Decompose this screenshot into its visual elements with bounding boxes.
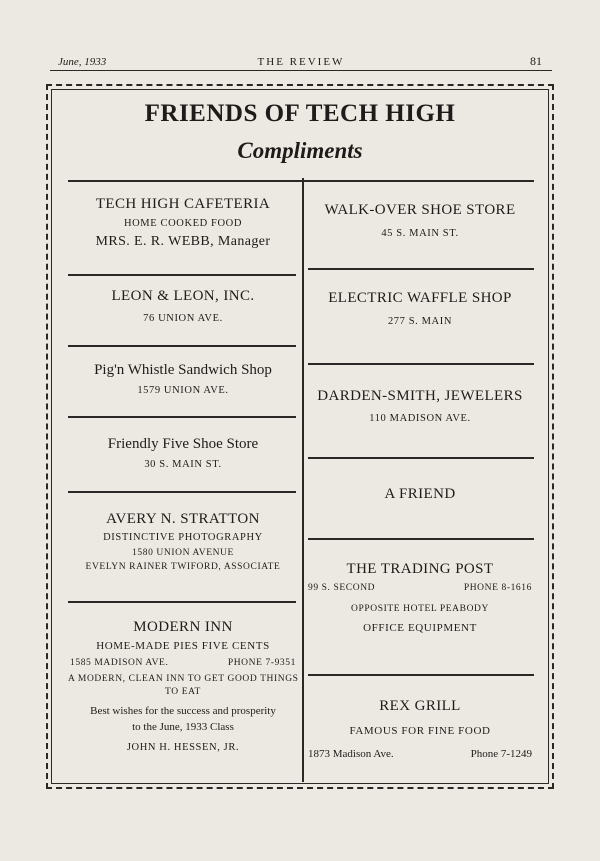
publication-name: THE REVIEW xyxy=(257,56,345,68)
ad-line: HOME COOKED FOOD xyxy=(123,218,243,229)
ad-avery-stratton xyxy=(68,511,298,572)
address-phone-row xyxy=(306,583,534,593)
header-rule xyxy=(50,70,552,71)
associate-name: EVELYN RAINER TWIFORD, ASSOCIATE xyxy=(85,562,281,572)
phone-number: PHONE 7-9351 xyxy=(227,658,296,668)
manager-name: MRS. E. R. WEBB, Manager xyxy=(95,234,271,249)
business-address: 110 MADISON AVE. xyxy=(369,413,471,424)
right-rule xyxy=(308,268,534,270)
ad-modern-inn xyxy=(68,619,298,753)
left-rule-top xyxy=(68,180,302,182)
page-number: 81 xyxy=(530,54,542,68)
right-rule xyxy=(308,363,534,365)
business-address: 1585 MADISON AVE. xyxy=(70,658,169,668)
business-name: AVERY N. STRATTON xyxy=(106,511,260,527)
right-rule-top xyxy=(304,180,534,182)
issue-date: June, 1933 xyxy=(58,56,107,68)
business-address: 30 S. MAIN ST. xyxy=(144,459,222,470)
business-address: 45 S. MAIN ST. xyxy=(381,228,459,239)
business-address: 277 S. MAIN xyxy=(387,316,453,327)
address-phone-row xyxy=(68,658,298,668)
business-address: 99 S. SECOND xyxy=(308,583,376,593)
left-rule xyxy=(68,345,296,347)
business-address: 1873 Madison Ave. xyxy=(308,748,394,760)
left-rule xyxy=(68,601,296,603)
right-rule xyxy=(308,674,534,676)
left-rule xyxy=(68,491,296,493)
ad-electric-waffle-shop xyxy=(306,290,534,327)
business-name: DARDEN-SMITH, JEWELERS xyxy=(317,388,523,404)
business-name: REX GRILL xyxy=(379,698,461,714)
ad-line: OFFICE EQUIPMENT xyxy=(363,622,477,634)
business-name: TECH HIGH CAFETERIA xyxy=(95,196,271,212)
ad-leon-and-leon xyxy=(68,288,298,324)
ad-walk-over-shoe-store xyxy=(306,202,534,239)
business-name: THE TRADING POST xyxy=(346,561,494,577)
business-name: LEON & LEON, INC. xyxy=(111,288,255,304)
left-rule xyxy=(68,416,296,418)
right-rule xyxy=(308,457,534,459)
ad-a-friend xyxy=(306,486,534,503)
ad-friendly-five xyxy=(68,436,298,470)
left-rule xyxy=(68,274,296,276)
ad-line: OPPOSITE HOTEL PEABODY xyxy=(351,604,489,614)
business-name: Pig'n Whistle Sandwich Shop xyxy=(94,362,272,378)
slogan-line: TO EAT xyxy=(165,687,201,697)
signature-name: JOHN H. HESSEN, JR. xyxy=(126,742,240,753)
column-divider xyxy=(302,178,304,782)
tagline: HOME-MADE PIES FIVE CENTS xyxy=(96,640,270,652)
phone-number: PHONE 8-1616 xyxy=(463,583,532,593)
business-address: 1579 UNION AVE. xyxy=(137,385,229,396)
right-rule xyxy=(308,538,534,540)
business-name: WALK-OVER SHOE STORE xyxy=(324,202,516,218)
ad-trading-post xyxy=(306,561,534,634)
slogan-line: A MODERN, CLEAN INN TO GET GOOD THINGS xyxy=(68,674,299,684)
business-name: A FRIEND xyxy=(384,486,456,502)
page-subtitle: Compliments xyxy=(237,138,363,163)
advertisement-frame xyxy=(46,84,554,789)
wish-line: Best wishes for the success and prosperity xyxy=(90,705,276,717)
business-name: ELECTRIC WAFFLE SHOP xyxy=(328,290,512,306)
phone-number: Phone 7-1249 xyxy=(470,748,532,760)
wish-line: to the June, 1933 Class xyxy=(132,721,234,733)
business-address: 1580 UNION AVENUE xyxy=(132,548,234,558)
address-phone-row xyxy=(306,748,534,760)
ad-line: DISTINCTIVE PHOTOGRAPHY xyxy=(103,532,263,543)
page-title: FRIENDS OF TECH HIGH xyxy=(144,100,456,127)
ad-darden-smith-jewelers xyxy=(306,388,534,424)
business-name: MODERN INN xyxy=(133,619,233,635)
tagline: FAMOUS FOR FINE FOOD xyxy=(349,725,491,737)
ad-pig-n-whistle xyxy=(68,362,298,396)
ad-rex-grill xyxy=(306,698,534,760)
running-head xyxy=(50,54,552,72)
business-address: 76 UNION AVE. xyxy=(143,313,223,324)
ad-tech-high-cafeteria xyxy=(68,196,298,250)
business-name: Friendly Five Shoe Store xyxy=(107,436,259,452)
